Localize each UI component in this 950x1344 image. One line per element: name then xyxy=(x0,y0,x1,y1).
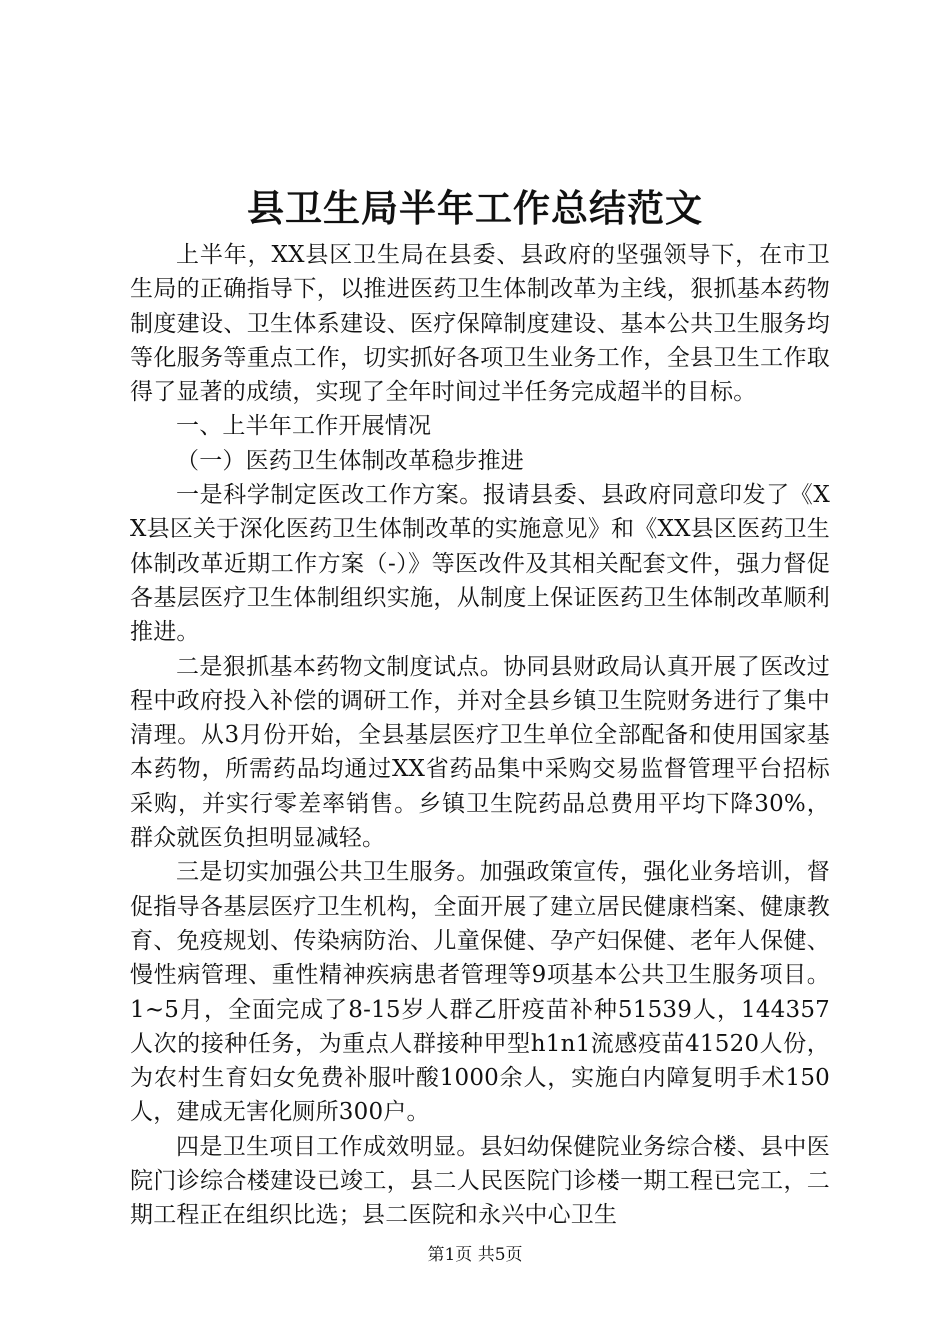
paragraph-item-1: 一是科学制定医改工作方案。报请县委、县政府同意印发了《XX县区关于深化医药卫生体制改革的实施意见》和《XX县区医药卫生体制改革近期工作方案（-）》等医改件及其相关配套文件，强力督促各基层医疗卫生体制组织实施，从制度上保证医药卫生体制改革顺利推进。 xyxy=(130,482,830,646)
document-body xyxy=(130,238,830,1233)
paragraph-item-3: 三是切实加强公共卫生服务。加强政策宣传，强化业务培训，督促指导各基层医疗卫生机构，全面开展了建立居民健康档案、健康教育、免疫规划、传染病防治、儿童保健、孕产妇保健、老年人保健、慢性病管理、重性精神疾病患者管理等9项基本公共卫生服务项目。1~5月，全面完成了8-15岁人群乙肝疫苗补种51539人，144357人次的接种任务，为重点人群接种甲型h1n1流感疫苗41520人份，为农村生育妇女免费补服叶酸1000余人，实施白内障复明手术150人，建成无害化厕所300户。 xyxy=(130,859,830,1126)
section-heading: 一、上半年工作开展情况 xyxy=(176,413,432,440)
page-footer: 第1页 共5页 xyxy=(427,1245,523,1265)
subsection-heading: （一）医药卫生体制改革稳步推进 xyxy=(176,447,524,474)
paragraph-item-2: 二是狠抓基本药物文制度试点。协同县财政局认真开展了医改过程中政府投入补偿的调研工作，并对全县乡镇卫生院财务进行了集中清理。从3月份开始，全县基层医疗卫生单位全部配备和使用国家基本药物，所需药品均通过XX省药品集中采购交易监督管理平台招标采购，并实行零差率销售。乡镇卫生院药品总费用平均下降30%，群众就医负担明显减轻。 xyxy=(130,653,830,852)
paragraph-intro: 上半年，XX县区卫生局在县委、县政府的坚强领导下，在市卫生局的正确指导下，以推进医药卫生体制改革为主线，狠抓基本药物制度建设、卫生体系建设、医疗保障制度建设、基本公共卫生服务均等化服务等重点工作，切实抓好各项卫生业务工作，全县卫生工作取得了显著的成绩，实现了全年时间过半任务完成超半的目标。 xyxy=(130,242,830,406)
paragraph-item-4: 四是卫生项目工作成效明显。县妇幼保健院业务综合楼、县中医院门诊综合楼建设已竣工，县二人民医院门诊楼一期工程已完工，二期工程正在组织比选；县二医院和永兴中心卫生 xyxy=(130,1133,830,1229)
document-title: 县卫生局半年工作总结范文 xyxy=(247,186,703,230)
